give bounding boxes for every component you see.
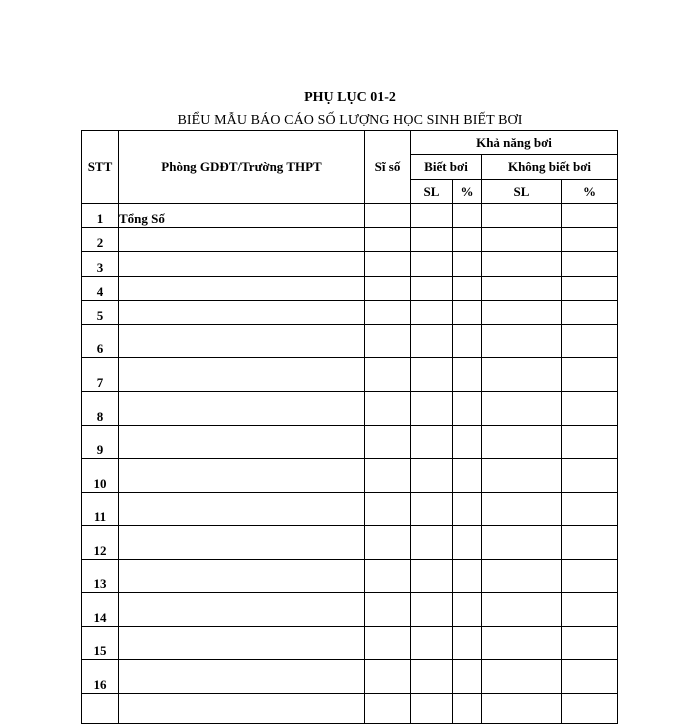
row-total-cell [365, 593, 411, 627]
row-cannot-swim-sl-cell [482, 204, 562, 228]
row-cannot-swim-pct-cell [562, 493, 618, 526]
row-cannot-swim-sl-cell [482, 426, 562, 459]
row-cannot-swim-sl-cell [482, 526, 562, 560]
row-total-cell [365, 252, 411, 277]
header-unit: Phòng GDĐT/Trường THPT [119, 131, 365, 204]
row-number: 7 [82, 358, 119, 392]
row-can-swim-sl-cell [411, 228, 453, 252]
row-number: 15 [82, 627, 119, 660]
row-unit-name [119, 694, 365, 724]
row-cannot-swim-sl-cell [482, 493, 562, 526]
row-cannot-swim-pct-cell [562, 392, 618, 426]
row-cannot-swim-sl-cell [482, 593, 562, 627]
row-unit-name [119, 493, 365, 526]
row-total-cell [365, 204, 411, 228]
row-unit-name [119, 660, 365, 694]
row-unit-name [119, 301, 365, 325]
table-row [82, 526, 618, 560]
table-row [82, 358, 618, 392]
row-total-cell [365, 694, 411, 724]
row-number: 6 [82, 325, 119, 358]
row-can-swim-sl-cell [411, 493, 453, 526]
header-can-swim-sl: SL [411, 180, 453, 204]
row-can-swim-sl-cell [411, 426, 453, 459]
row-cannot-swim-pct-cell [562, 228, 618, 252]
row-can-swim-pct-cell [453, 204, 482, 228]
row-unit-name [119, 526, 365, 560]
table-row [82, 426, 618, 459]
table-row [82, 459, 618, 493]
row-can-swim-pct-cell [453, 252, 482, 277]
form-subtitle: BIỂU MẪU BÁO CÁO SỐ LƯỢNG HỌC SINH BIẾT BƠI [177, 113, 523, 128]
table-row [82, 301, 618, 325]
row-can-swim-sl-cell [411, 627, 453, 660]
header-cannot-swim: Không biết bơi [482, 155, 618, 180]
row-can-swim-sl-cell [411, 252, 453, 277]
row-unit-name [119, 358, 365, 392]
row-cannot-swim-pct-cell [562, 627, 618, 660]
table-row [82, 392, 618, 426]
row-can-swim-pct-cell [453, 392, 482, 426]
row-cannot-swim-pct-cell [562, 526, 618, 560]
table-body [82, 204, 618, 724]
row-number: 12 [82, 526, 119, 560]
table-row [82, 277, 618, 301]
header-total: Sĩ số [365, 131, 411, 204]
row-total-cell [365, 560, 411, 593]
row-can-swim-pct-cell [453, 493, 482, 526]
table-row [82, 325, 618, 358]
table-row [82, 660, 618, 694]
row-cannot-swim-pct-cell [562, 301, 618, 325]
row-cannot-swim-sl-cell [482, 301, 562, 325]
row-can-swim-sl-cell [411, 301, 453, 325]
row-can-swim-sl-cell [411, 358, 453, 392]
row-cannot-swim-pct-cell [562, 204, 618, 228]
row-total-cell [365, 627, 411, 660]
row-cannot-swim-sl-cell [482, 358, 562, 392]
row-can-swim-pct-cell [453, 627, 482, 660]
row-cannot-swim-pct-cell [562, 358, 618, 392]
table-row [82, 627, 618, 660]
row-total-cell [365, 660, 411, 694]
table-row [82, 560, 618, 593]
row-can-swim-pct-cell [453, 358, 482, 392]
row-can-swim-sl-cell [411, 325, 453, 358]
row-unit-name [119, 560, 365, 593]
row-can-swim-pct-cell [453, 526, 482, 560]
row-can-swim-pct-cell [453, 228, 482, 252]
row-number: 13 [82, 560, 119, 593]
row-total-cell [365, 526, 411, 560]
header-stt: STT [82, 131, 119, 204]
row-total-cell [365, 301, 411, 325]
appendix-title: PHỤ LỤC 01-2 [304, 90, 396, 105]
row-unit-name [119, 325, 365, 358]
row-unit-name: Tổng Số [119, 204, 365, 228]
row-unit-name [119, 228, 365, 252]
row-cannot-swim-sl-cell [482, 459, 562, 493]
row-can-swim-pct-cell [453, 694, 482, 724]
row-cannot-swim-pct-cell [562, 660, 618, 694]
row-can-swim-pct-cell [453, 560, 482, 593]
header-cannot-swim-sl: SL [482, 180, 562, 204]
row-number: 9 [82, 426, 119, 459]
row-cannot-swim-pct-cell [562, 694, 618, 724]
row-can-swim-pct-cell [453, 301, 482, 325]
row-number: 5 [82, 301, 119, 325]
header-swim-ability: Khả năng bơi [411, 131, 618, 155]
header-can-swim: Biết bơi [411, 155, 482, 180]
row-can-swim-sl-cell [411, 660, 453, 694]
row-total-cell [365, 459, 411, 493]
row-number [82, 694, 119, 724]
row-can-swim-sl-cell [411, 560, 453, 593]
table-row [82, 694, 618, 724]
row-can-swim-pct-cell [453, 426, 482, 459]
row-can-swim-pct-cell [453, 325, 482, 358]
row-cannot-swim-sl-cell [482, 694, 562, 724]
row-total-cell [365, 426, 411, 459]
row-number: 4 [82, 277, 119, 301]
row-total-cell [365, 493, 411, 526]
row-cannot-swim-pct-cell [562, 252, 618, 277]
row-cannot-swim-sl-cell [482, 228, 562, 252]
row-cannot-swim-sl-cell [482, 277, 562, 301]
row-cannot-swim-pct-cell [562, 277, 618, 301]
row-cannot-swim-sl-cell [482, 325, 562, 358]
row-can-swim-pct-cell [453, 660, 482, 694]
row-number: 8 [82, 392, 119, 426]
row-cannot-swim-sl-cell [482, 560, 562, 593]
row-can-swim-sl-cell [411, 392, 453, 426]
swim-report-table [81, 130, 618, 724]
row-cannot-swim-sl-cell [482, 660, 562, 694]
row-can-swim-sl-cell [411, 204, 453, 228]
row-cannot-swim-sl-cell [482, 392, 562, 426]
row-unit-name [119, 277, 365, 301]
row-cannot-swim-pct-cell [562, 560, 618, 593]
row-number: 11 [82, 493, 119, 526]
table-row [82, 593, 618, 627]
row-cannot-swim-sl-cell [482, 252, 562, 277]
table-row [82, 493, 618, 526]
header-cannot-swim-pct: % [562, 180, 618, 204]
row-unit-name [119, 392, 365, 426]
row-total-cell [365, 358, 411, 392]
row-total-cell [365, 228, 411, 252]
row-total-cell [365, 392, 411, 426]
row-can-swim-pct-cell [453, 459, 482, 493]
row-cannot-swim-pct-cell [562, 426, 618, 459]
row-unit-name [119, 426, 365, 459]
row-can-swim-sl-cell [411, 593, 453, 627]
row-can-swim-sl-cell [411, 277, 453, 301]
row-unit-name [119, 593, 365, 627]
row-number: 3 [82, 252, 119, 277]
row-total-cell [365, 277, 411, 301]
table-row [82, 252, 618, 277]
header-can-swim-pct: % [453, 180, 482, 204]
row-number: 2 [82, 228, 119, 252]
row-cannot-swim-pct-cell [562, 325, 618, 358]
row-can-swim-pct-cell [453, 277, 482, 301]
row-can-swim-pct-cell [453, 593, 482, 627]
row-can-swim-sl-cell [411, 526, 453, 560]
row-total-cell [365, 325, 411, 358]
row-number: 14 [82, 593, 119, 627]
table-row [82, 204, 618, 228]
row-unit-name [119, 627, 365, 660]
row-can-swim-sl-cell [411, 694, 453, 724]
row-can-swim-sl-cell [411, 459, 453, 493]
row-cannot-swim-pct-cell [562, 459, 618, 493]
row-unit-name [119, 459, 365, 493]
row-cannot-swim-pct-cell [562, 593, 618, 627]
row-cannot-swim-sl-cell [482, 627, 562, 660]
row-number: 1 [82, 204, 119, 228]
table-row [82, 228, 618, 252]
row-number: 16 [82, 660, 119, 694]
row-number: 10 [82, 459, 119, 493]
row-unit-name [119, 252, 365, 277]
